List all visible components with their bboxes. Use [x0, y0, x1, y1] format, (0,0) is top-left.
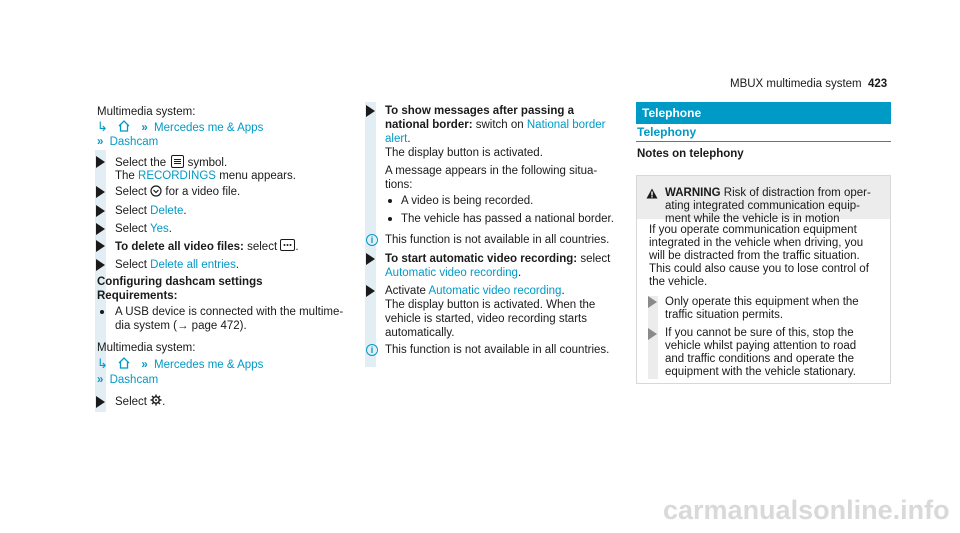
chevron-icon: »	[97, 136, 104, 148]
delete-all-entries-link[interactable]: Delete all entries	[150, 259, 236, 271]
action-arrow-icon	[96, 205, 105, 217]
alert-link[interactable]: alert	[385, 133, 408, 145]
c2-step2-line2: Automatic video recording.	[385, 267, 522, 279]
c2-step1-line2: national border: switch on National border	[385, 119, 606, 131]
c2-step1-line6: tions:	[385, 179, 413, 191]
chevron-icon: »	[141, 359, 148, 371]
return-arrow-icon: ↳	[97, 356, 108, 371]
warning-line2: ating integrated communication equip-	[665, 200, 860, 212]
path1-intro: Multimedia system:	[97, 106, 196, 118]
delete-link[interactable]: Delete	[150, 205, 184, 217]
requirements-label: Requirements:	[97, 290, 178, 302]
c2-step3-line2: The display button is activated. When the	[385, 299, 596, 311]
c2-note2: This function is not available in all countries.	[385, 344, 610, 356]
path2-item1[interactable]: Mercedes me & Apps	[154, 359, 264, 371]
c2-step3-line4: automatically.	[385, 327, 455, 339]
warning-line3: ment while the vehicle is in motion	[665, 213, 840, 225]
step3-line: Select Delete.	[115, 205, 187, 217]
page-number: 423	[868, 78, 888, 90]
action-arrow-icon	[648, 296, 657, 308]
home-icon	[118, 357, 132, 373]
watermark: carmanualsonline.info	[663, 495, 950, 525]
step5-line: To delete all video files: select .	[115, 241, 299, 253]
path1-item2[interactable]: Dashcam	[109, 136, 159, 148]
menu-list-icon	[171, 155, 184, 168]
action-arrow-icon	[96, 396, 105, 408]
path2-nav2	[97, 373, 158, 387]
warning-action2-line3: and traffic conditions and operate the	[665, 353, 855, 365]
info-icon: i	[366, 234, 378, 246]
c2-step1-line1: To show messages after passing a	[385, 105, 574, 117]
chevron-icon: »	[141, 122, 148, 134]
action-arrow-icon	[648, 328, 657, 340]
c2-note1: This function is not available in all countries.	[385, 234, 610, 246]
yes-link[interactable]: Yes	[149, 223, 169, 235]
warning-action2-line1: If you cannot be sure of this, stop the	[665, 327, 854, 339]
c2-step1-line3: alert.	[385, 133, 411, 145]
c2-step2-line1: To start automatic video recording: select	[385, 253, 611, 265]
warning-body-line5: the vehicle.	[649, 276, 708, 288]
subsection-title-telephony: Telephony	[637, 125, 697, 139]
bullet-icon	[100, 310, 104, 314]
warning-line1: WARNING Risk of distraction from oper-	[665, 187, 871, 199]
bullet-icon	[388, 217, 392, 221]
step4-line: Select Yes.	[115, 223, 172, 235]
return-arrow-icon: ↳	[97, 119, 108, 134]
warning-triangle-icon	[646, 188, 658, 203]
action-arrow-icon	[96, 223, 105, 235]
settings-gear-icon	[150, 394, 162, 407]
manual-title: MBUX multimedia system	[730, 78, 862, 90]
warning-label: WARNING	[665, 187, 721, 199]
req-bullet-line2: dia system (→ page 472).	[115, 320, 247, 332]
step1-line1: Select the symbol.	[115, 157, 228, 169]
warning-action1-line2: traffic situation permits.	[665, 309, 784, 321]
notes-title: Notes on telephony	[637, 148, 744, 160]
bullet-icon	[388, 199, 392, 203]
action-arrow-icon	[366, 285, 375, 297]
action-arrow-icon	[96, 240, 105, 252]
c2-step3-line3: vehicle is started, video recording starts	[385, 313, 587, 325]
auto-video-recording-link[interactable]: Automatic video recording	[385, 267, 518, 279]
warning-body-line3: will be distracted from the traffic situation.	[649, 250, 860, 262]
path2-nav	[97, 357, 263, 373]
action-arrow-icon	[366, 253, 375, 265]
home-icon	[118, 120, 132, 136]
c2-step3-line1: Activate Automatic video recording.	[385, 285, 565, 297]
config-title: Configuring dashcam settings	[97, 276, 263, 288]
c2-step1-line5: A message appears in the following situa-	[385, 165, 598, 177]
action-arrow-icon	[366, 105, 375, 117]
options-circle-icon	[150, 185, 162, 201]
path1-item1[interactable]: Mercedes me & Apps	[154, 122, 264, 134]
step-arrow	[96, 156, 105, 168]
step7-line: Select .	[115, 396, 166, 408]
step1-line2: The RECORDINGS menu appears.	[115, 170, 296, 182]
path1-nav	[97, 120, 263, 136]
warning-action2-line4: equipment with the vehicle stationary.	[665, 366, 856, 378]
subsection-rule	[636, 141, 891, 142]
chevron-icon: »	[97, 374, 104, 386]
more-options-icon	[280, 239, 295, 251]
step6-line: Select Delete all entries.	[115, 259, 240, 271]
national-border-link[interactable]: National border	[526, 119, 606, 131]
action-arrow-icon	[96, 186, 105, 198]
recordings-link[interactable]: RECORDINGS	[138, 170, 216, 182]
c2-bullet2: The vehicle has passed a national border.	[401, 213, 614, 225]
action-arrow-icon	[96, 259, 105, 271]
auto-video-recording-link-2[interactable]: Automatic video recording	[428, 285, 562, 297]
path1-nav2	[97, 135, 158, 149]
section-header-telephone: Telephone	[636, 102, 891, 124]
warning-action1-line1: Only operate this equipment when the	[665, 296, 859, 308]
warning-body-line2: integrated in the vehicle when driving, you	[649, 237, 864, 249]
info-icon: i	[366, 344, 378, 356]
c2-step1-line4: The display button is activated.	[385, 147, 543, 159]
path2-item2[interactable]: Dashcam	[109, 374, 159, 386]
path2-intro: Multimedia system:	[97, 342, 196, 354]
warning-action2-line2: vehicle whilst paying attention to road	[665, 340, 857, 352]
warning-body-line1: If you operate communication equipment	[649, 224, 857, 236]
action-arrow-icon	[96, 156, 105, 168]
req-bullet-line1: A USB device is connected with the multime-	[115, 306, 344, 318]
c2-bullet1: A video is being recorded.	[401, 195, 534, 207]
step2-line: Select for a video file.	[115, 185, 240, 201]
warning-body-line4: This could also cause you to lose control of	[649, 263, 869, 275]
